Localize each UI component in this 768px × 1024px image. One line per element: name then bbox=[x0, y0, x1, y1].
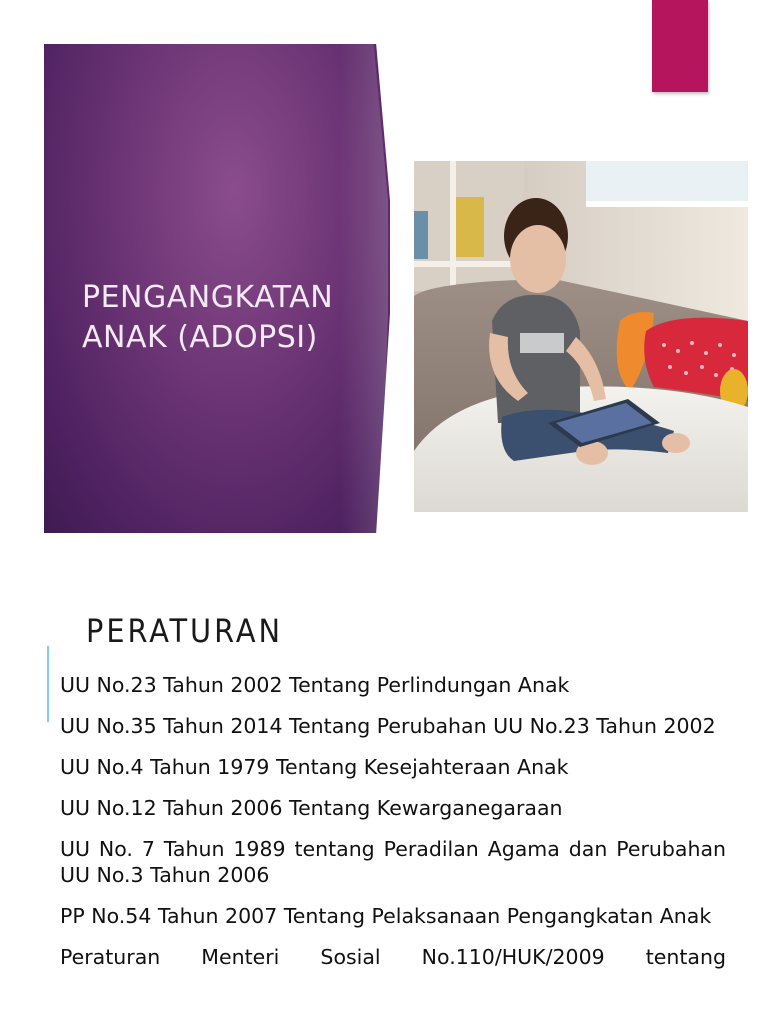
list-item: UU No.35 Tahun 2014 Tentang Perubahan UU No.23 Tahun 2002 bbox=[60, 714, 716, 738]
list-item: PP No.54 Tahun 2007 Tentang Pelaksanaan Pengangkatan Anak bbox=[60, 904, 712, 928]
child-with-tablet-photo bbox=[414, 161, 748, 512]
section-title: PERATURAN bbox=[86, 612, 284, 650]
list-item: UU No.4 Tahun 1979 Tentang Kesejahteraan Anak bbox=[60, 755, 569, 779]
accent-bar bbox=[652, 0, 708, 92]
title-rule bbox=[47, 646, 49, 722]
slide-title-line-2: ANAK (ADOPSI) bbox=[82, 320, 318, 355]
list-item: UU No.23 Tahun 2002 Tentang Perlindungan Anak bbox=[60, 673, 570, 697]
slide-title bbox=[82, 278, 382, 358]
list-item: UU No.12 Tahun 2006 Tentang Kewarganegaraan bbox=[60, 796, 563, 820]
regulation-list bbox=[60, 672, 726, 985]
list-item: Peraturan Menteri Sosial No.110/HUK/2009 tentang bbox=[60, 945, 726, 969]
slide-title-line-1: PENGANGKATAN bbox=[82, 280, 334, 315]
list-item: UU No. 7 Tahun 1989 tentang Peradilan Agama dan Perubahan UU No.3 Tahun 2006 bbox=[60, 837, 726, 887]
